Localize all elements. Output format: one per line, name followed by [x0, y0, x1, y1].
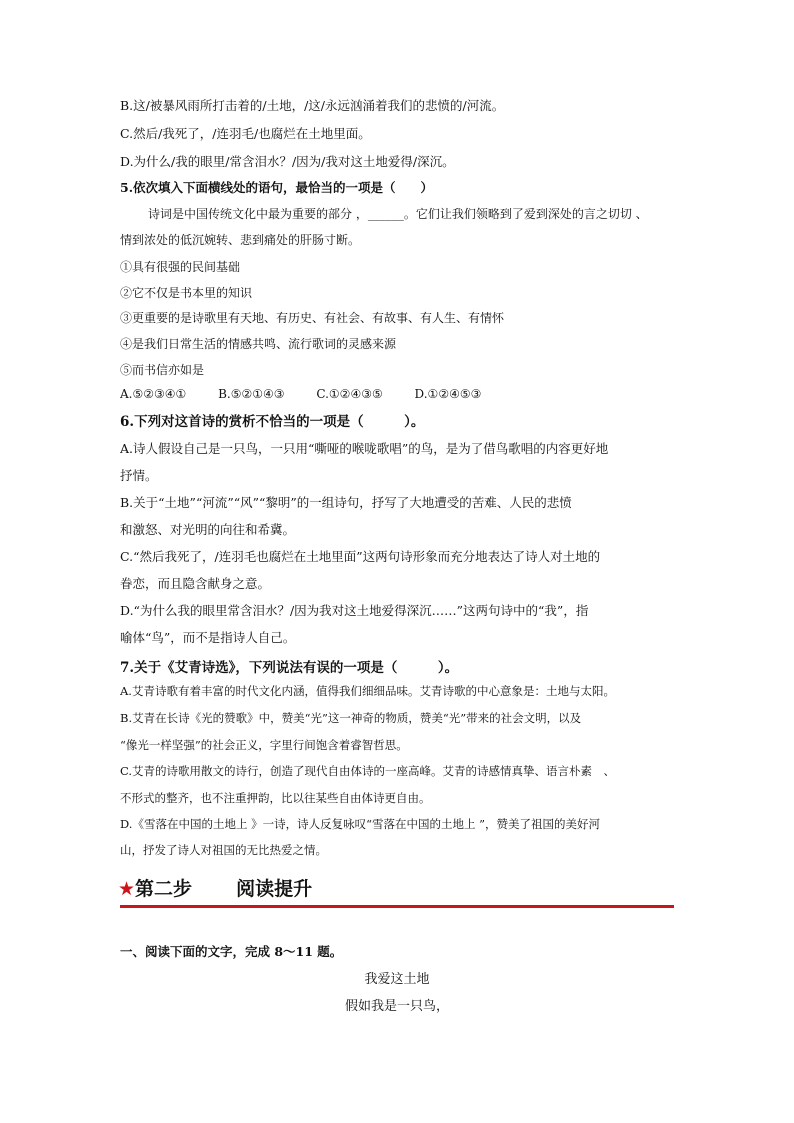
question-7-line: B.艾青在长诗《光的赞歌》中，赞美“光”这一神奇的物质，赞美“光”带来的社会文明，以及: [120, 711, 582, 725]
section-divider: [120, 905, 674, 908]
section-name: 阅读提升: [236, 878, 313, 900]
question-7-line: 山，抒发了诗人对祖国的无比热爱之情。: [120, 843, 327, 857]
option-c-line: C.然后/我死了，/连羽毛/也腐烂在土地里面。: [120, 126, 371, 141]
question-5-item: ①具有很强的民间基础: [120, 260, 241, 274]
option-c: C.①②④③⑤: [316, 387, 383, 401]
option-d: D.①②④⑤③: [414, 387, 482, 401]
question-5-paragraph-2: 情到浓处的低沉婉转、悲到痛处的肝肠寸断。: [120, 233, 361, 247]
question-7-line: C.艾青的诗歌用散文的诗行，创造了现代自由体诗的一座高峰。艾青的诗感情真挚、语言朴素 、: [120, 764, 616, 778]
question-7-line: D.《雪落在中国的土地上 》一诗，诗人反复咏叹“雪落在中国的土地上 ”，赞美了祖国的美好河: [120, 817, 601, 831]
question-6-line: 喻体“鸟”，而不是指诗人自己。: [120, 630, 296, 645]
question-6-line: 眷恋，而且隐含献身之意。: [120, 576, 271, 591]
question-5-paragraph-1: 诗词是中国传统文化中最为重要的部分 ，______。它们让我们领略到了爱到深处的言之切切 、: [148, 207, 648, 221]
option-b: B.⑤②①④③: [218, 387, 285, 401]
question-7-title: 7.关于《艾青诗选》，下列说法有误的一项是（ ）。: [120, 660, 459, 676]
question-6-line: 抒情。: [120, 468, 158, 483]
question-7-line: “像光一样坚强”的社会正义，字里行间饱含着睿智哲思。: [120, 738, 408, 752]
question-5-item: ③更重要的是诗歌里有天地、有历史、有社会、有故事、有人生、有情怀: [120, 311, 505, 325]
question-6-title: 6.下列对这首诗的赏析不恰当的一项是（ ）。: [120, 414, 425, 430]
section-step: 第二步: [135, 878, 193, 900]
question-6-line: B.关于“土地”“河流”“风”“黎明”的一组诗句，抒写了大地遭受的苦难、人民的悲愤: [120, 495, 572, 510]
question-5-item: ②它不仅是书本里的知识: [120, 286, 253, 300]
question-6-line: A.诗人假设自己是一只鸟，一只用“嘶哑的喉咙歌唱”的鸟，是为了借鸟歌唱的内容更好地: [120, 441, 609, 456]
question-5-item: ⑤而书信亦如是: [120, 363, 205, 377]
question-5-title: 5.依次填入下面横线处的语句，最恰当的一项是（ ）: [120, 180, 434, 195]
poem-line: 假如我是一只鸟，: [344, 999, 449, 1014]
option-b-line: B.这/被暴风雨所打击着的/土地，/这/永远汹涌着我们的悲愤的/河流。: [120, 98, 505, 113]
question-5-options: [120, 387, 680, 401]
reading-instruction: 一、阅读下面的文字，完成 8～11 题。: [120, 944, 343, 959]
question-6-line: C.“然后我死了，/连羽毛也腐烂在土地里面”这两句诗形象而充分地表达了诗人对土地的: [120, 549, 601, 564]
option-a: A.⑤②③④①: [120, 387, 187, 401]
question-6-line: 和激怒、对光明的向往和希冀。: [120, 522, 296, 537]
section-heading: [118, 874, 312, 901]
question-7-line: 不形式的整齐，也不注重押韵，比以往某些自由体诗更自由。: [120, 791, 431, 805]
poem-title: 我爱这土地: [364, 972, 430, 987]
question-5-item: ④是我们日常生活的情感共鸣、流行歌词的灵感来源: [120, 337, 397, 351]
star-icon: ★: [118, 878, 136, 900]
question-7-line: A.艾青诗歌有着丰富的时代文化内涵，值得我们细细品味。艾青诗歌的中心意象是：土地与太阳。: [120, 684, 615, 698]
option-d-line: D.为什么/我的眼里/常含泪水？/因为/我对这土地爱得/深沉。: [120, 154, 455, 169]
question-6-line: D.“为什么我的眼里常含泪水？/因为我对这土地爱得深沉……”这两句诗中的“我”，指: [120, 603, 589, 618]
